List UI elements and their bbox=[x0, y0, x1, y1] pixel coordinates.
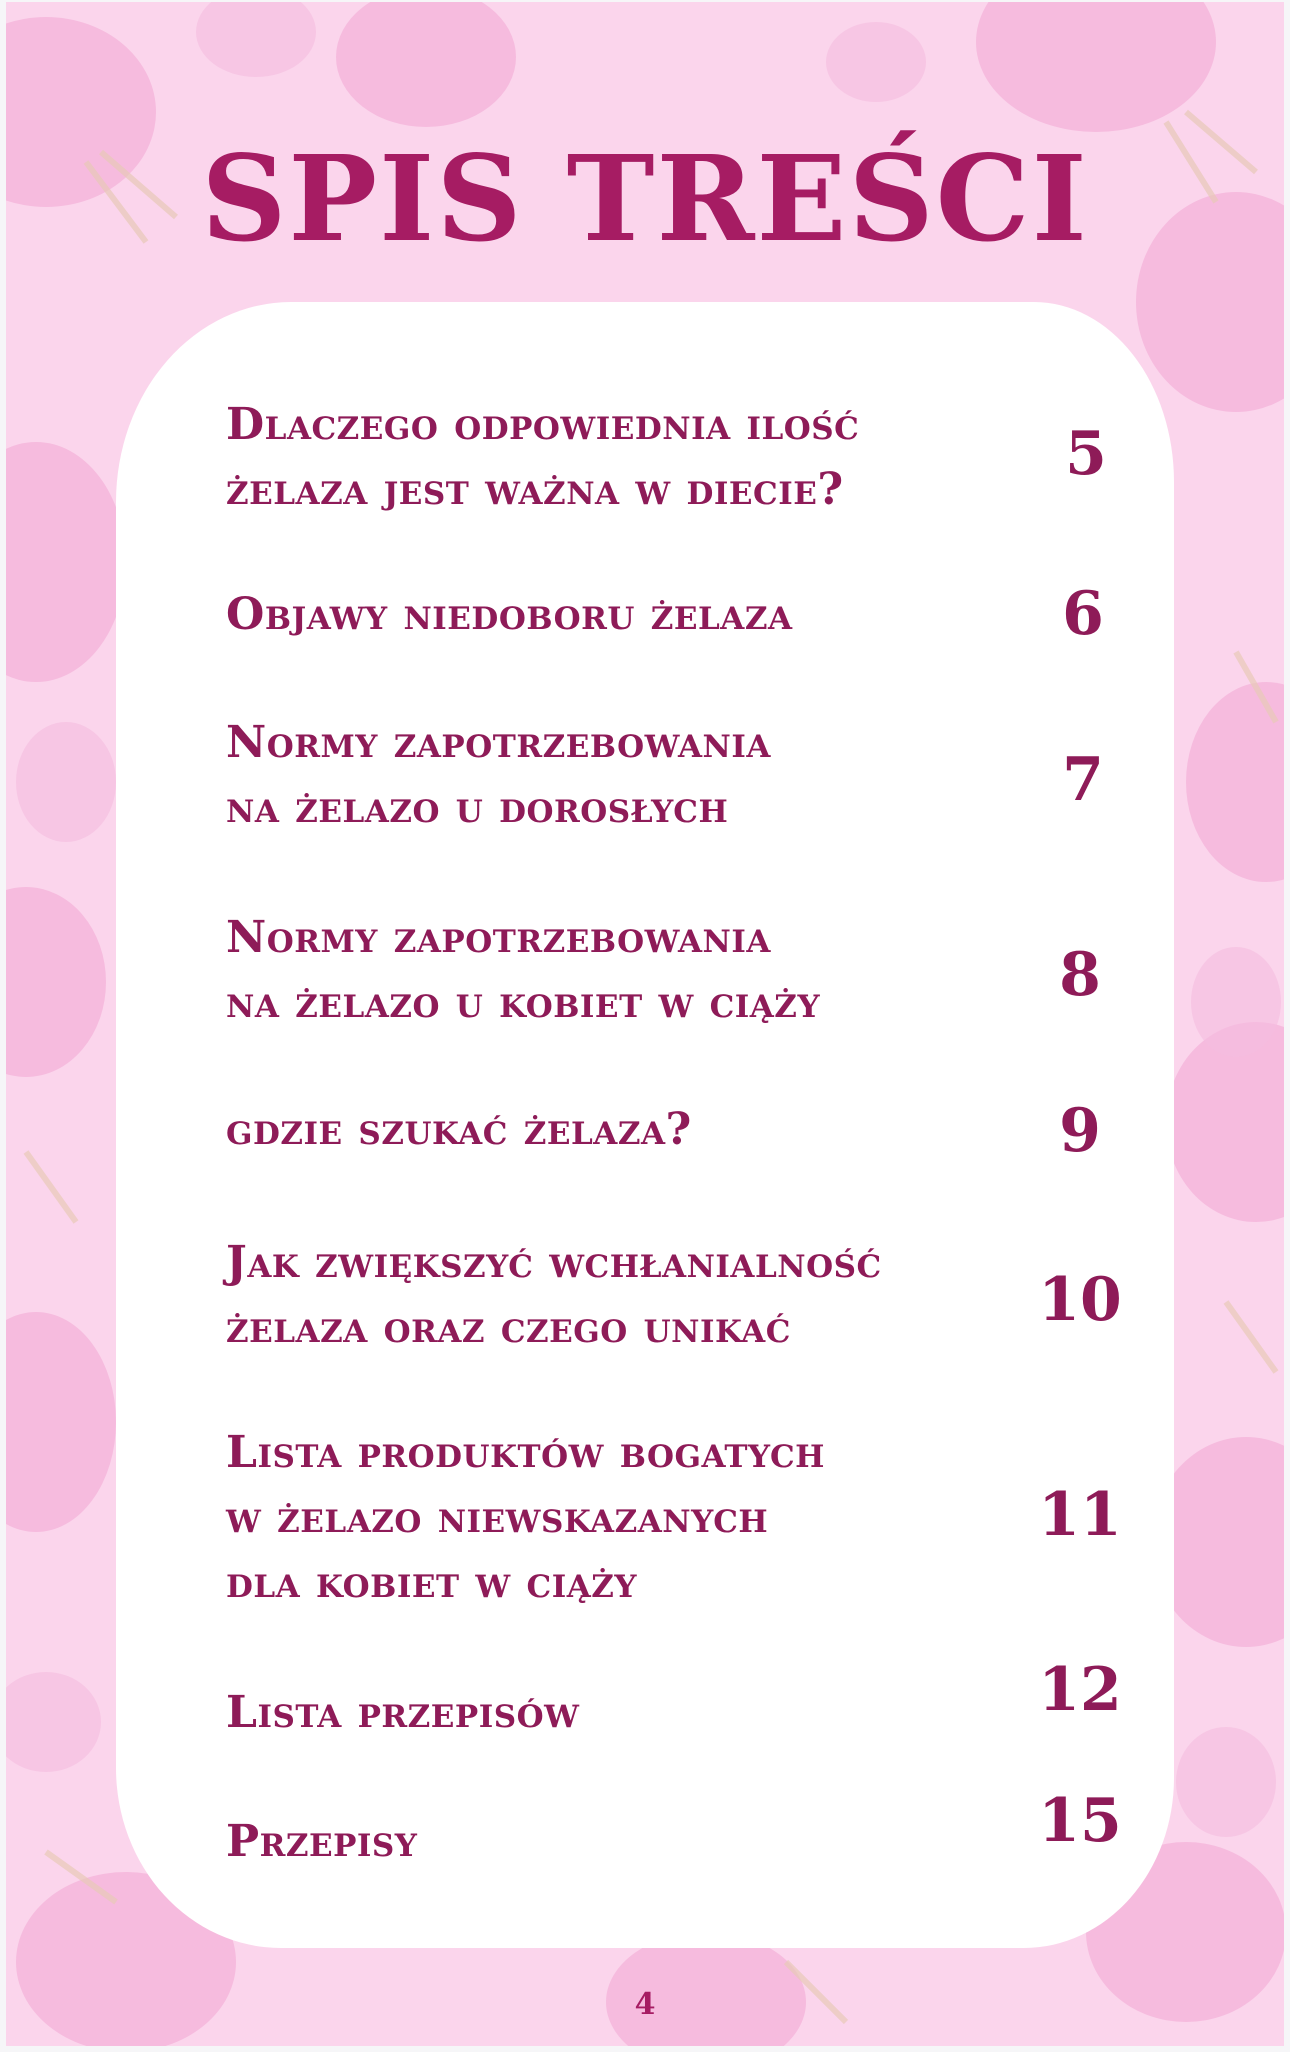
page-title: SPIS TREŚCI bbox=[201, 129, 1089, 268]
toc-card bbox=[116, 302, 1174, 1948]
toc-item-title: Przepisy bbox=[226, 1816, 418, 1867]
document-page bbox=[6, 2, 1284, 2046]
toc-item-page: 5 bbox=[1065, 419, 1107, 489]
toc-item-title: Normy zapotrzebowania na żelazo u kobiet w ciąży bbox=[226, 912, 821, 1028]
toc-item-page: 9 bbox=[1059, 1096, 1101, 1166]
toc-item[interactable] bbox=[116, 1655, 1174, 1745]
toc-item-page: 6 bbox=[1062, 579, 1104, 649]
toc-item-title: Normy zapotrzebowania na żelazo u dorosłych bbox=[226, 717, 771, 833]
toc-item-page: 8 bbox=[1059, 940, 1101, 1010]
toc-item-page: 12 bbox=[1038, 1655, 1122, 1725]
toc-item-page: 7 bbox=[1062, 745, 1104, 815]
toc-item[interactable] bbox=[116, 392, 1174, 522]
toc-item[interactable] bbox=[116, 1420, 1174, 1615]
toc-item-page: 15 bbox=[1038, 1786, 1122, 1856]
toc-item[interactable] bbox=[116, 1786, 1174, 1874]
toc-item-title: Objawy niedoboru żelaza bbox=[226, 589, 793, 640]
toc-item-title: gdzie szukać żelaza? bbox=[226, 1104, 692, 1155]
toc-item-title: Lista przepisów bbox=[226, 1687, 580, 1738]
toc-item-page: 10 bbox=[1038, 1265, 1122, 1335]
toc-item[interactable] bbox=[116, 905, 1174, 1035]
page-number: 4 bbox=[634, 1987, 656, 2022]
toc-item[interactable] bbox=[116, 579, 1174, 649]
toc-item-title: Jak zwiększyć wchłanialność żelaza oraz czego unikać bbox=[226, 1237, 882, 1353]
toc-item-title: Lista produktów bogatych w żelazo niewskazanych dla kobiet w ciąży bbox=[226, 1427, 825, 1608]
toc-item[interactable] bbox=[116, 1230, 1174, 1360]
toc-item-page: 11 bbox=[1038, 1480, 1122, 1550]
toc-item-title: Dlaczego odpowiednia ilość żelaza jest ważna w diecie? bbox=[226, 399, 860, 515]
toc-item[interactable] bbox=[116, 1096, 1174, 1166]
toc-item[interactable] bbox=[116, 710, 1174, 840]
